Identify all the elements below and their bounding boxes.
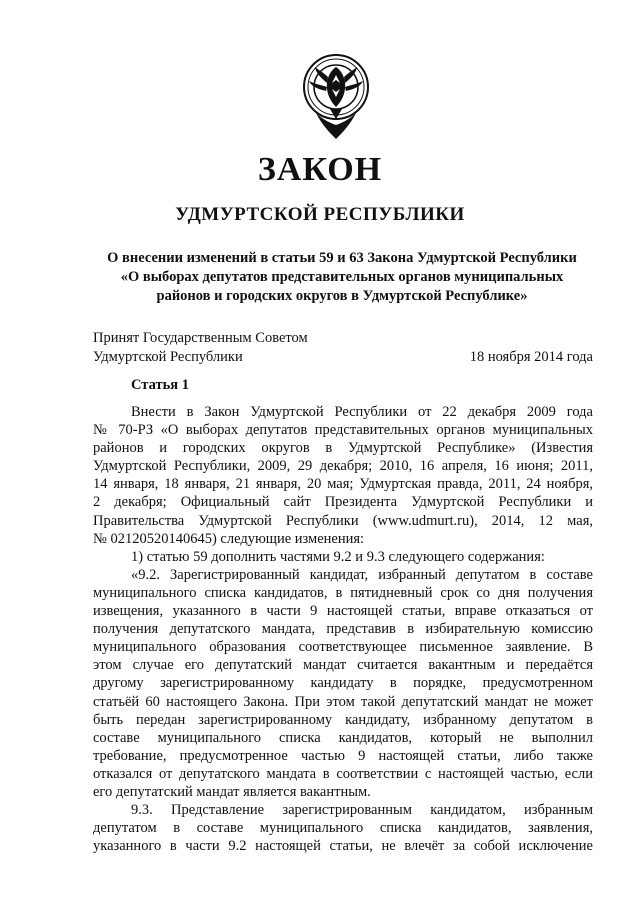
body-line: № 02120520140645) следующие изменения:	[93, 530, 365, 547]
heading-line: районов и городских округов в Удмуртской Республике»	[156, 288, 528, 304]
body-line: 2 декабря; Официальный сайт Президента Удмуртской Республики и	[93, 494, 593, 511]
body-line: получения депутатского мандата, представив в избирательную комиссию	[93, 621, 593, 638]
body-line: районов и городских округов в Удмуртской Республике» (Известия	[93, 440, 593, 457]
body-line: муниципального списка кандидатов, в пятидневный срок со дня получения	[93, 584, 593, 601]
body-line: Внести в Закон Удмуртской Республики от 22 декабря 2009 года	[131, 404, 593, 420]
body-line: Правительства Удмуртской Республики (www.udmurt.ru), 2014, 12 мая,	[93, 512, 593, 529]
document-title: ЗАКОН	[257, 151, 383, 188]
body-line: отказался от депутатского мандата в соответствии с настоящей частью, если	[93, 765, 593, 782]
body-line: его депутатский мандат является вакантным.	[93, 783, 371, 800]
adopted-row	[93, 348, 593, 367]
document-subtitle: УДМУРТСКОЙ РЕСПУБЛИКИ	[175, 204, 465, 225]
body-line: 1) статью 59 дополнить частями 9.2 и 9.3 следующего содержания:	[131, 548, 545, 565]
body-line: депутатом в составе муниципального списка кандидатов, заявления,	[93, 820, 593, 837]
article-body	[93, 403, 593, 855]
article-title: Статья 1	[131, 377, 189, 393]
heading-line: О внесении изменений в статьи 59 и 63 Закона Удмуртской Республики	[107, 250, 577, 266]
body-line: статьёй 60 настоящего Закона. При этом такой депутатский мандат не может	[93, 693, 593, 710]
body-line: требование, предусмотренное частью 9 настоящей статьи, либо также	[93, 747, 593, 764]
body-line: № 70-РЗ «О выборах депутатов представительных органов муниципальных	[93, 422, 593, 439]
body-line: составе муниципального списка кандидатов, который не выполнил	[93, 729, 593, 746]
adoption-date: 18 ноября 2014 года	[469, 349, 593, 365]
coat-of-arms-emblem	[296, 53, 376, 143]
body-line: 14 января, 18 января, 21 января, 20 мая; Удмуртская правда, 2011, 24 ноября,	[93, 476, 593, 493]
adopted-by-line: Удмуртской Республики	[93, 349, 243, 365]
body-line: извещения, указанного в части 9 настоящей статьи, вправе отказаться от	[93, 603, 593, 620]
heading-line: «О выборах депутатов представительных органов муниципальных	[120, 269, 564, 285]
body-line: этом случае его депутатский мандат считается вакантным и передаётся	[93, 657, 593, 674]
law-heading	[92, 249, 592, 306]
adopted-by-line: Принят Государственным Советом	[93, 330, 308, 346]
body-line: Удмуртской Республики, 2009, 29 декабря; 2010, 16 апреля, 16 июня; 2011,	[93, 458, 593, 475]
body-line: быть передан зарегистрированному кандидату, избранному депутатом в	[93, 711, 593, 728]
body-line: «9.2. Зарегистрированный кандидат, избранный депутатом в составе	[131, 566, 593, 583]
adoption-block	[93, 329, 593, 367]
body-line: муниципального образования соответствующее письменное заявление. В	[93, 639, 593, 656]
body-line: указанного в части 9.2 настоящей статьи, не влечёт за собой исключение	[93, 838, 593, 855]
body-line: 9.3. Представление зарегистрированным кандидатом, избранным	[131, 802, 593, 819]
body-line: другому зарегистрированному кандидату в порядке, предусмотренном	[93, 675, 593, 692]
